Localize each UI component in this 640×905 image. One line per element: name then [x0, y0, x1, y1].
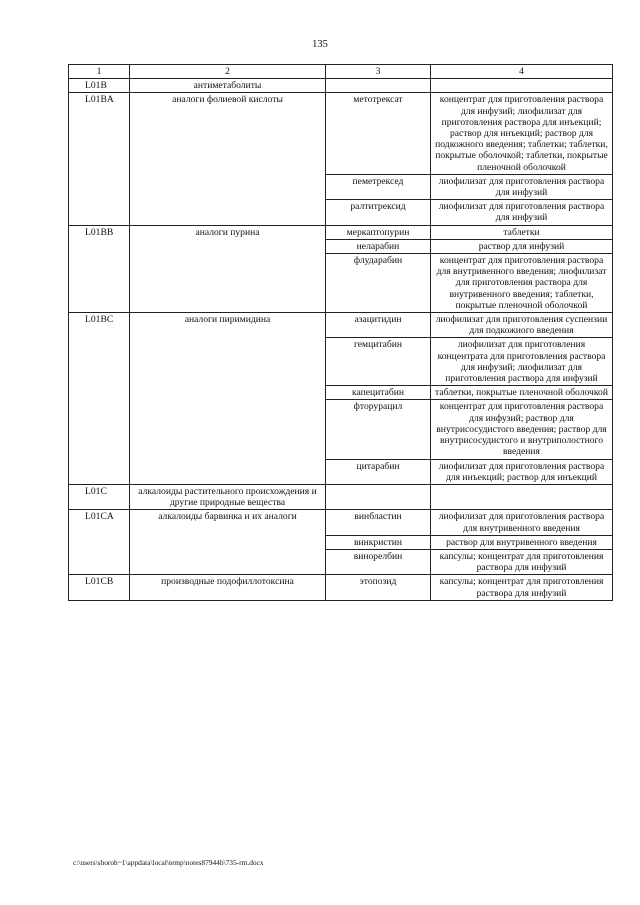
column-header: 4 [431, 65, 613, 79]
drug-name: винорелбин [326, 549, 431, 574]
dosage-form: лиофилизат для приготовления суспензии для подкожного введения [431, 313, 613, 338]
group-name: алкалоиды барвинка и их аналоги [130, 510, 326, 575]
atc-code: L01CB [69, 575, 130, 600]
dosage-form: раствор для инфузий [431, 239, 613, 253]
drug-name: ралтитрексид [326, 200, 431, 225]
table-row [69, 225, 613, 239]
dosage-form: раствор для внутривенного введения [431, 535, 613, 549]
drug-name: пеметрексед [326, 174, 431, 199]
group-name: аналоги фолиевой кислоты [130, 93, 326, 225]
drug-name: капецитабин [326, 386, 431, 400]
document-path-footer: c:\users\shoroh~1\appdata\local\temp\notes87944b\735-rm.docx [73, 858, 264, 867]
table-header-row [69, 65, 613, 79]
group-name: аналоги пурина [130, 225, 326, 312]
table-row [69, 79, 613, 93]
drug-name: цитарабин [326, 459, 431, 484]
dosage-form: лиофилизат для приготовления раствора для внутривенного введения [431, 510, 613, 535]
table-row [69, 93, 613, 174]
drug-name: гемцитабин [326, 338, 431, 386]
group-name: аналоги пиримидина [130, 313, 326, 485]
dosage-form: концентрат для приготовления раствора для внутривенного введения; лиофилизат для приготовления раствора для внутривенного введения; таблетки, покрытые пленочной оболочкой [431, 254, 613, 313]
drug-name [326, 79, 431, 93]
dosage-form: таблетки, покрытые пленочной оболочкой [431, 386, 613, 400]
atc-code: L01BA [69, 93, 130, 225]
atc-code: L01BB [69, 225, 130, 312]
drug-name: винкристин [326, 535, 431, 549]
drug-list-table [68, 64, 613, 601]
dosage-form [431, 79, 613, 93]
drug-name: винбластин [326, 510, 431, 535]
atc-code: L01CA [69, 510, 130, 575]
column-header: 2 [130, 65, 326, 79]
column-header: 3 [326, 65, 431, 79]
table-row [69, 313, 613, 338]
page-number: 135 [312, 39, 328, 50]
table-row [69, 575, 613, 600]
table-row [69, 510, 613, 535]
table-row [69, 484, 613, 509]
atc-code: L01C [69, 484, 130, 509]
group-name: производные подофиллотоксина [130, 575, 326, 600]
drug-name: неларабин [326, 239, 431, 253]
dosage-form: концентрат для приготовления раствора для инфузий; раствор для внутрисосудистого введения; раствор для внутрисосудистого и внутриполостного введения [431, 400, 613, 459]
drug-name: азацитидин [326, 313, 431, 338]
drug-name [326, 484, 431, 509]
dosage-form: концентрат для приготовления раствора для инфузий; лиофилизат для приготовления раствора для инъекций; раствор для инъекций; раствор для подкожного введения; таблетки; таблетки, покрытые оболочкой; таблетки, покрытые пленочной оболочкой [431, 93, 613, 174]
group-name: алкалоиды растительного происхождения и другие природные вещества [130, 484, 326, 509]
drug-name: фторурацил [326, 400, 431, 459]
dosage-form: лиофилизат для приготовления раствора для инфузий [431, 200, 613, 225]
atc-code: L01B [69, 79, 130, 93]
dosage-form: лиофилизат для приготовления раствора для инъекций; раствор для инъекций [431, 459, 613, 484]
dosage-form: лиофилизат для приготовления концентрата для приготовления раствора для инфузий; лиофилизат для приготовления раствора для инфузий [431, 338, 613, 386]
group-name: антиметаболиты [130, 79, 326, 93]
dosage-form [431, 484, 613, 509]
drug-name: этопозид [326, 575, 431, 600]
dosage-form: капсулы; концентрат для приготовления раствора для инфузий [431, 549, 613, 574]
drug-name: флударабин [326, 254, 431, 313]
drug-name: меркаптопурин [326, 225, 431, 239]
atc-code: L01BC [69, 313, 130, 485]
dosage-form: капсулы; концентрат для приготовления раствора для инфузий [431, 575, 613, 600]
dosage-form: лиофилизат для приготовления раствора для инфузий [431, 174, 613, 199]
column-header: 1 [69, 65, 130, 79]
dosage-form: таблетки [431, 225, 613, 239]
drug-name: метотрексат [326, 93, 431, 174]
